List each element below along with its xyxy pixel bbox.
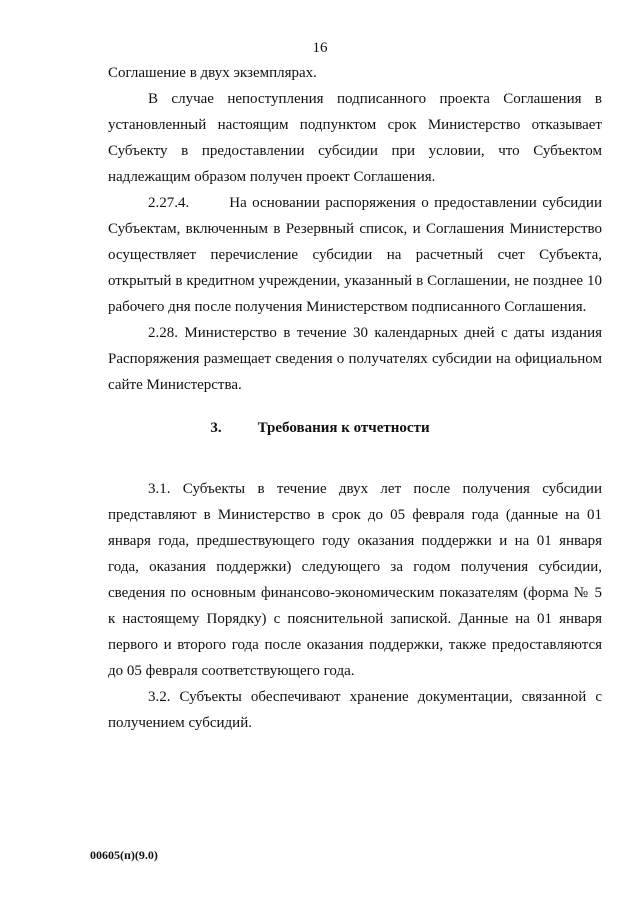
section-number: 3.	[210, 420, 222, 436]
clause-text: На основании распоряжения о предоставлении субсидии Субъектам, включенным в Резервный список, и Соглашения Министерство осуществляет перечисление субсидии на расчетный счет Субъекта, открытый в кредитном учреждении, указанный в Соглашении, не позднее 10 рабочего дня после получения Министерством подписанного Соглашения.	[108, 195, 602, 315]
paragraph-refusal: В случае непоступления подписанного проекта Соглашения в установленный настоящим подпунктом срок Министерство отказывает Субъекту в предоставлении субсидии при условии, что Субъектом надлежащим образом получен проект Соглашения.	[108, 91, 602, 185]
paragraph-2-27-4	[108, 190, 602, 320]
paragraph-3-2: 3.2. Субъекты обеспечивают хранение документации, связанной с получением субсидий.	[108, 689, 602, 731]
page-number: 16	[312, 40, 328, 56]
section-title: Требования к отчетности	[257, 420, 430, 436]
clause-number: 2.27.4.	[148, 195, 190, 211]
section-heading	[0, 420, 640, 437]
paragraph-3-1: 3.1. Субъекты в течение двух лет после получения субсидии представляют в Министерство в срок до 05 февраля года (данные на 01 января года, предшествующего году оказания поддержки и на 01 января года, оказания поддержки) следующего за годом получения субсидии, сведения по основным финансово-экономическим показателям (форма № 5 к настоящему Порядку) с пояснительной запиской. Данные на 01 января первого и второго года после оказания поддержки, также предоставляются до 05 февраля соответствующего года.	[108, 481, 602, 679]
document-code: 00605(п)(9.0)	[90, 848, 158, 862]
paragraph-continuation: Соглашение в двух экземплярах.	[108, 65, 317, 81]
paragraph-2-28: 2.28. Министерство в течение 30 календарных дней с даты издания Распоряжения размещает сведения о получателях субсидии на официальном сайте Министерства.	[108, 325, 602, 393]
